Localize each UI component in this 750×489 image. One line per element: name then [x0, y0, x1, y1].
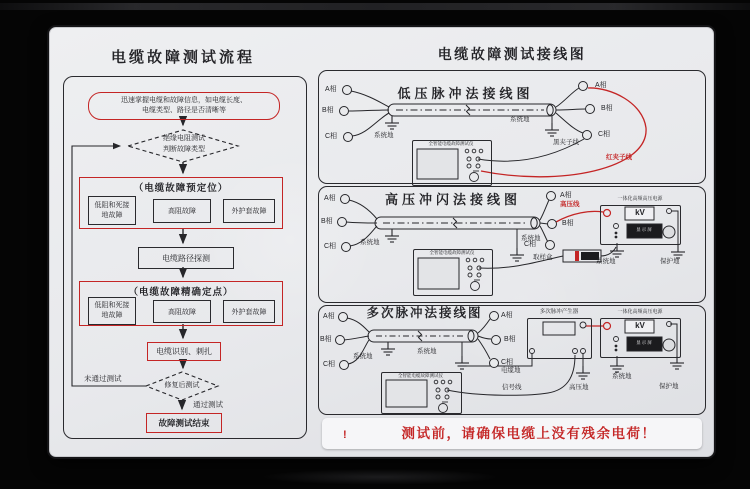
phase-a-label: A相 — [595, 82, 607, 89]
pinpoint-group — [79, 281, 283, 326]
hv-supply-label: 一体化高频高压电源 — [617, 309, 663, 315]
decision2-text: 修复后测试 — [164, 382, 200, 389]
system-ground-label: 系统地 — [353, 353, 373, 360]
step-path-detect — [138, 247, 234, 269]
signal-line-label: 信号线 — [502, 384, 522, 391]
prelocation-group — [79, 177, 283, 229]
tester-label: 全智能电缆故障测试仪 — [429, 250, 475, 255]
system-ground-label: 系统地 — [521, 235, 541, 242]
panel1-title: 低压脉冲法接线图 — [397, 86, 534, 101]
phase-b-label: B相 — [320, 336, 332, 343]
system-ground-label: 系统地 — [510, 116, 530, 123]
phase-a-label: A相 — [560, 192, 572, 199]
hv-line-label: 高压线 — [560, 201, 580, 208]
phase-c-label: C相 — [324, 243, 337, 250]
fault-type-sheath — [223, 199, 275, 223]
warning-exclamation: ! — [343, 429, 347, 441]
red-clip-label: 红夹子线 — [606, 154, 632, 161]
fault-text: 低阻和死接 — [94, 201, 130, 209]
phase-c-label: C相 — [323, 361, 336, 368]
pinpoint-title: （电缆故障精确定点） — [128, 287, 234, 298]
protect-ground-label: 保护地 — [660, 258, 680, 265]
display-label: 显示屏 — [636, 340, 653, 345]
step-text: 电缆识别、刺扎 — [156, 347, 212, 356]
system-ground-label: 系统地 — [360, 239, 380, 246]
flowchart-title: 电缆故障测试流程 — [110, 49, 255, 66]
step-text: 故障测试结束 — [158, 418, 210, 428]
fault-type-high — [153, 199, 211, 223]
panel2-title: 高压冲闪法接线图 — [384, 192, 521, 207]
fault-type-sheath — [223, 300, 275, 323]
panel3-title: 多次脉冲法接线图 — [366, 306, 483, 320]
phase-b-label: B相 — [601, 105, 613, 112]
phase-b-label: B相 — [562, 220, 574, 227]
display-label: 显示屏 — [636, 227, 653, 232]
hv-supply-label: 一体化高频高压电源 — [617, 196, 663, 202]
fault-text: 高阻故障 — [168, 208, 196, 215]
hv-ground-label: 高压地 — [569, 384, 589, 391]
tester-label: 全智能电缆故障测试仪 — [428, 141, 474, 146]
fault-text: 高阻故障 — [168, 308, 196, 316]
phase-a-label: A相 — [501, 312, 513, 319]
system-ground-label: 系统地 — [596, 258, 616, 265]
tester-box — [413, 249, 493, 296]
protect-ground-label: 保护地 — [659, 383, 679, 390]
phase-a-label: A相 — [325, 86, 337, 93]
tester-box — [412, 140, 492, 186]
step-text: 电缆路径探测 — [162, 253, 210, 263]
decision1-line2: 判断故障类型 — [163, 146, 205, 153]
step-identify — [147, 342, 221, 361]
fault-type-low — [88, 196, 136, 225]
prelocation-title: （电缆故障预定位） — [133, 183, 229, 194]
phase-b-label: B相 — [504, 336, 516, 343]
kv-meter-label: kV — [635, 321, 645, 330]
fault-text: 地故障 — [101, 312, 123, 319]
fail-branch-label: 未通过测试 — [84, 374, 122, 383]
fault-type-low — [88, 297, 136, 325]
phase-b-label: B相 — [321, 218, 333, 225]
phase-c-label: C相 — [325, 133, 338, 140]
system-ground-label: 系统地 — [612, 373, 632, 380]
phase-c-label: C相 — [501, 359, 514, 366]
pulse-generator-label: 多次脉冲产生器 — [539, 309, 579, 315]
step-gather-info — [88, 92, 280, 120]
tester-label: 全智能电缆故障测试仪 — [398, 373, 443, 378]
wiring-title: 电缆故障测试接线图 — [437, 46, 587, 62]
fault-text: 外护套故障 — [231, 208, 267, 215]
black-clip-label: 黑夹子线 — [553, 139, 579, 146]
fault-text: 低阻和死接 — [94, 302, 130, 310]
pulse-generator-box — [527, 318, 592, 359]
decision1-line1: 绝缘电阻测试 — [163, 135, 205, 142]
step-text: 电缆类型、路径是否清晰等 — [142, 107, 226, 114]
warning-text: 测试前，请确保电缆上没有残余电荷！ — [401, 426, 657, 441]
phase-a-label: A相 — [323, 313, 335, 320]
system-ground-label: 系统地 — [417, 348, 437, 355]
fault-text: 外护套故障 — [231, 308, 267, 316]
sampling-box-label: 取样盒 — [533, 254, 553, 261]
fault-text: 地故障 — [101, 211, 123, 219]
fault-type-high — [153, 300, 211, 323]
kv-meter-label: kV — [635, 208, 645, 217]
phase-c-label: C相 — [598, 131, 611, 138]
step-end — [146, 413, 222, 433]
cable-ground-label: 电缆地 — [501, 367, 521, 374]
phase-c-label: C相 — [524, 241, 537, 248]
pass-branch-label: 通过测试 — [193, 400, 223, 409]
phase-b-label: B相 — [322, 107, 334, 114]
system-ground-label: 系统地 — [374, 132, 394, 139]
phase-a-label: A相 — [324, 195, 336, 202]
step-text: 迅速掌握电缆和故障信息，如电缆长度、 — [121, 96, 247, 104]
